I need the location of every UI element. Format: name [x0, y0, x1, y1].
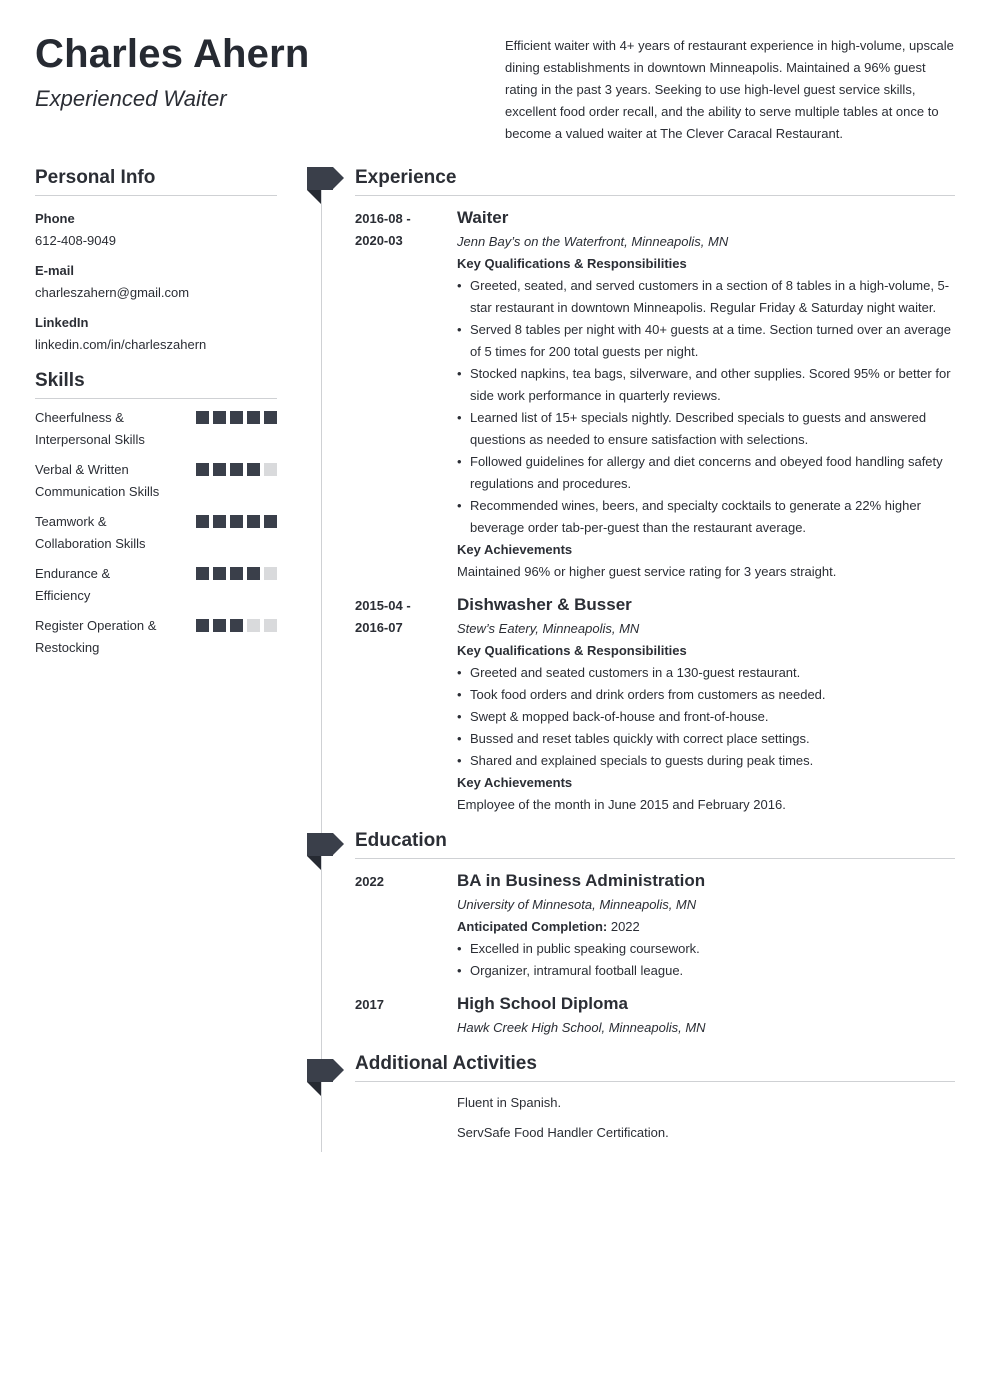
linkedin-value[interactable]: linkedin.com/in/charleszahern: [35, 337, 207, 352]
skill-rating: [196, 463, 277, 476]
job-title: Dishwasher & Busser: [457, 595, 632, 614]
job-date: 2015-04 - 2016-07: [355, 598, 411, 635]
rating-square-filled: [230, 411, 243, 424]
responsibility-item: • Bussed and reset tables quickly with correct place settings.: [457, 728, 955, 750]
achievement-text: Maintained 96% or higher guest service rating for 3 years straight.: [457, 564, 837, 579]
education-heading: Education: [355, 830, 955, 859]
rating-square-filled: [230, 463, 243, 476]
activities-list: [457, 1092, 955, 1144]
email-label: E-mail: [35, 263, 75, 278]
skill-row: [35, 511, 277, 555]
activity-item: Fluent in Spanish.: [457, 1095, 562, 1110]
achievements-heading: Key Achievements: [457, 775, 573, 790]
job-date: 2016-08 - 2020-03: [355, 211, 411, 248]
email-value[interactable]: charleszahern@gmail.com: [35, 285, 190, 300]
completion-value: 2022: [610, 919, 640, 934]
achievements-heading: Key Achievements: [457, 542, 573, 557]
completion-label: Anticipated Completion:: [457, 919, 608, 934]
skills-heading: Skills: [35, 370, 277, 399]
activities-flag-icon: [307, 1059, 344, 1097]
rating-square-filled: [213, 463, 226, 476]
email-block: [35, 260, 277, 304]
rating-square-filled: [196, 515, 209, 528]
degree-title: High School Diploma: [457, 994, 628, 1013]
skill-row: [35, 459, 277, 503]
responsibility-item: • Recommended wines, beers, and specialty cocktails to generate a 22% higher beverage order tab-per-guest than the restaurant average.: [457, 495, 955, 539]
rating-square-filled: [213, 619, 226, 632]
rating-square-filled: [230, 619, 243, 632]
qualifications-heading: Key Qualifications & Responsibilities: [457, 643, 687, 658]
skill-name: Verbal & Written Communication Skills: [35, 462, 160, 499]
job-company: Jenn Bay’s on the Waterfront, Minneapolis, MN: [457, 234, 729, 249]
experience-heading: Experience: [355, 167, 955, 196]
degree-title: BA in Business Administration: [457, 871, 706, 890]
rating-square-filled: [264, 515, 277, 528]
responsibility-item: • Followed guidelines for allergy and diet concerns and obeyed food handling safety regulations and procedures.: [457, 451, 955, 495]
rating-square-empty: [247, 619, 260, 632]
profile-summary: Efficient waiter with 4+ years of restaurant experience in high-volume, upscale dining establishments in downtown Minneapolis. Maintained a 96% guest rating in the past 3 years. Seeking to use high-level guest service skills, excellent food order recall, and the ability to serve multiple tables at once to become a valued waiter at The Clever Caracal Restaurant.: [505, 38, 954, 141]
activities-heading: Additional Activities: [355, 1053, 955, 1082]
qualifications-heading: Key Qualifications & Responsibilities: [457, 256, 687, 271]
rating-square-filled: [196, 619, 209, 632]
rating-square-filled: [247, 463, 260, 476]
job-body: [457, 595, 955, 816]
school-name: Hawk Creek High School, Minneapolis, MN: [457, 1020, 706, 1035]
education-body: [457, 871, 955, 982]
rating-square-empty: [264, 463, 277, 476]
education-bullet-list: [457, 938, 955, 982]
education-date: 2017: [355, 997, 384, 1012]
responsibility-list: [457, 662, 955, 772]
left-column: [35, 167, 277, 667]
responsibility-item: • Stocked napkins, tea bags, silverware, and other supplies. Scored 95% or better for side work performance in quarterly reviews.: [457, 363, 955, 407]
education-section: [355, 830, 955, 1039]
rating-square-filled: [196, 463, 209, 476]
job-title: Waiter: [457, 208, 509, 227]
responsibility-item: • Served 8 tables per night with 40+ guests at a time. Section turned over an average of 5 times for 200 total guests per night.: [457, 319, 955, 363]
job-entry: [355, 595, 955, 816]
candidate-name: Charles Ahern: [35, 32, 310, 76]
personal-info-heading: Personal Info: [35, 167, 277, 196]
rating-square-filled: [196, 567, 209, 580]
rating-square-filled: [247, 411, 260, 424]
responsibility-item: • Learned list of 15+ specials nightly. Described specials to guests and answered questions as needed to ensure satisfaction with selections.: [457, 407, 955, 451]
skill-name: Endurance & Efficiency: [35, 566, 111, 603]
skill-name: Register Operation & Restocking: [35, 618, 157, 655]
experience-flag-icon: [307, 167, 344, 205]
rating-square-filled: [247, 515, 260, 528]
responsibility-list: [457, 275, 955, 539]
rating-square-empty: [264, 619, 277, 632]
education-date: 2022: [355, 874, 384, 889]
school-name: University of Minnesota, Minneapolis, MN: [457, 897, 697, 912]
education-body: [457, 994, 955, 1039]
completion-line: [457, 916, 955, 938]
responsibility-item: • Swept & mopped back-of-house and front-of-house.: [457, 706, 955, 728]
job-entry: [355, 208, 955, 583]
rating-square-filled: [196, 411, 209, 424]
rating-square-filled: [213, 411, 226, 424]
education-bullet: • Excelled in public speaking coursework.: [457, 938, 955, 960]
skill-row: [35, 615, 277, 659]
phone-value: 612-408-9049: [35, 233, 116, 248]
education-entry: [355, 994, 955, 1039]
responsibility-item: • Shared and explained specials to guests during peak times.: [457, 750, 955, 772]
responsibility-item: • Greeted and seated customers in a 130-guest restaurant.: [457, 662, 955, 684]
activity-item: ServSafe Food Handler Certification.: [457, 1125, 669, 1140]
skill-name: Cheerfulness & Interpersonal Skills: [35, 410, 145, 447]
rating-square-filled: [230, 515, 243, 528]
phone-block: [35, 208, 277, 252]
rating-square-filled: [247, 567, 260, 580]
responsibility-item: • Took food orders and drink orders from customers as needed.: [457, 684, 955, 706]
rating-square-filled: [213, 567, 226, 580]
job-company: Stew’s Eatery, Minneapolis, MN: [457, 621, 640, 636]
education-flag-icon: [307, 833, 344, 871]
skill-rating: [196, 411, 277, 424]
skills-list: [35, 407, 277, 659]
rating-square-filled: [264, 411, 277, 424]
skill-row: [35, 407, 277, 451]
education-bullet: • Organizer, intramural football league.: [457, 960, 955, 982]
activities-section: [355, 1053, 955, 1144]
skill-name: Teamwork & Collaboration Skills: [35, 514, 146, 551]
education-entry: [355, 871, 955, 982]
candidate-title: Experienced Waiter: [35, 86, 227, 111]
rating-square-filled: [230, 567, 243, 580]
timeline-line: [321, 180, 322, 1152]
skill-rating: [196, 567, 277, 580]
responsibility-item: • Greeted, seated, and served customers in a section of 8 tables in a high-volume, 5-star restaurant in downtown Minneapolis. Regular Friday & Saturday night waiter.: [457, 275, 955, 319]
phone-label: Phone: [35, 211, 75, 226]
linkedin-label: LinkedIn: [35, 315, 89, 330]
linkedin-block: [35, 312, 277, 356]
skill-row: [35, 563, 277, 607]
rating-square-empty: [264, 567, 277, 580]
skill-rating: [196, 619, 277, 632]
achievement-text: Employee of the month in June 2015 and February 2016.: [457, 797, 786, 812]
right-column: [355, 167, 955, 1152]
rating-square-filled: [213, 515, 226, 528]
skill-rating: [196, 515, 277, 528]
experience-section: [355, 167, 955, 816]
job-body: [457, 208, 955, 583]
